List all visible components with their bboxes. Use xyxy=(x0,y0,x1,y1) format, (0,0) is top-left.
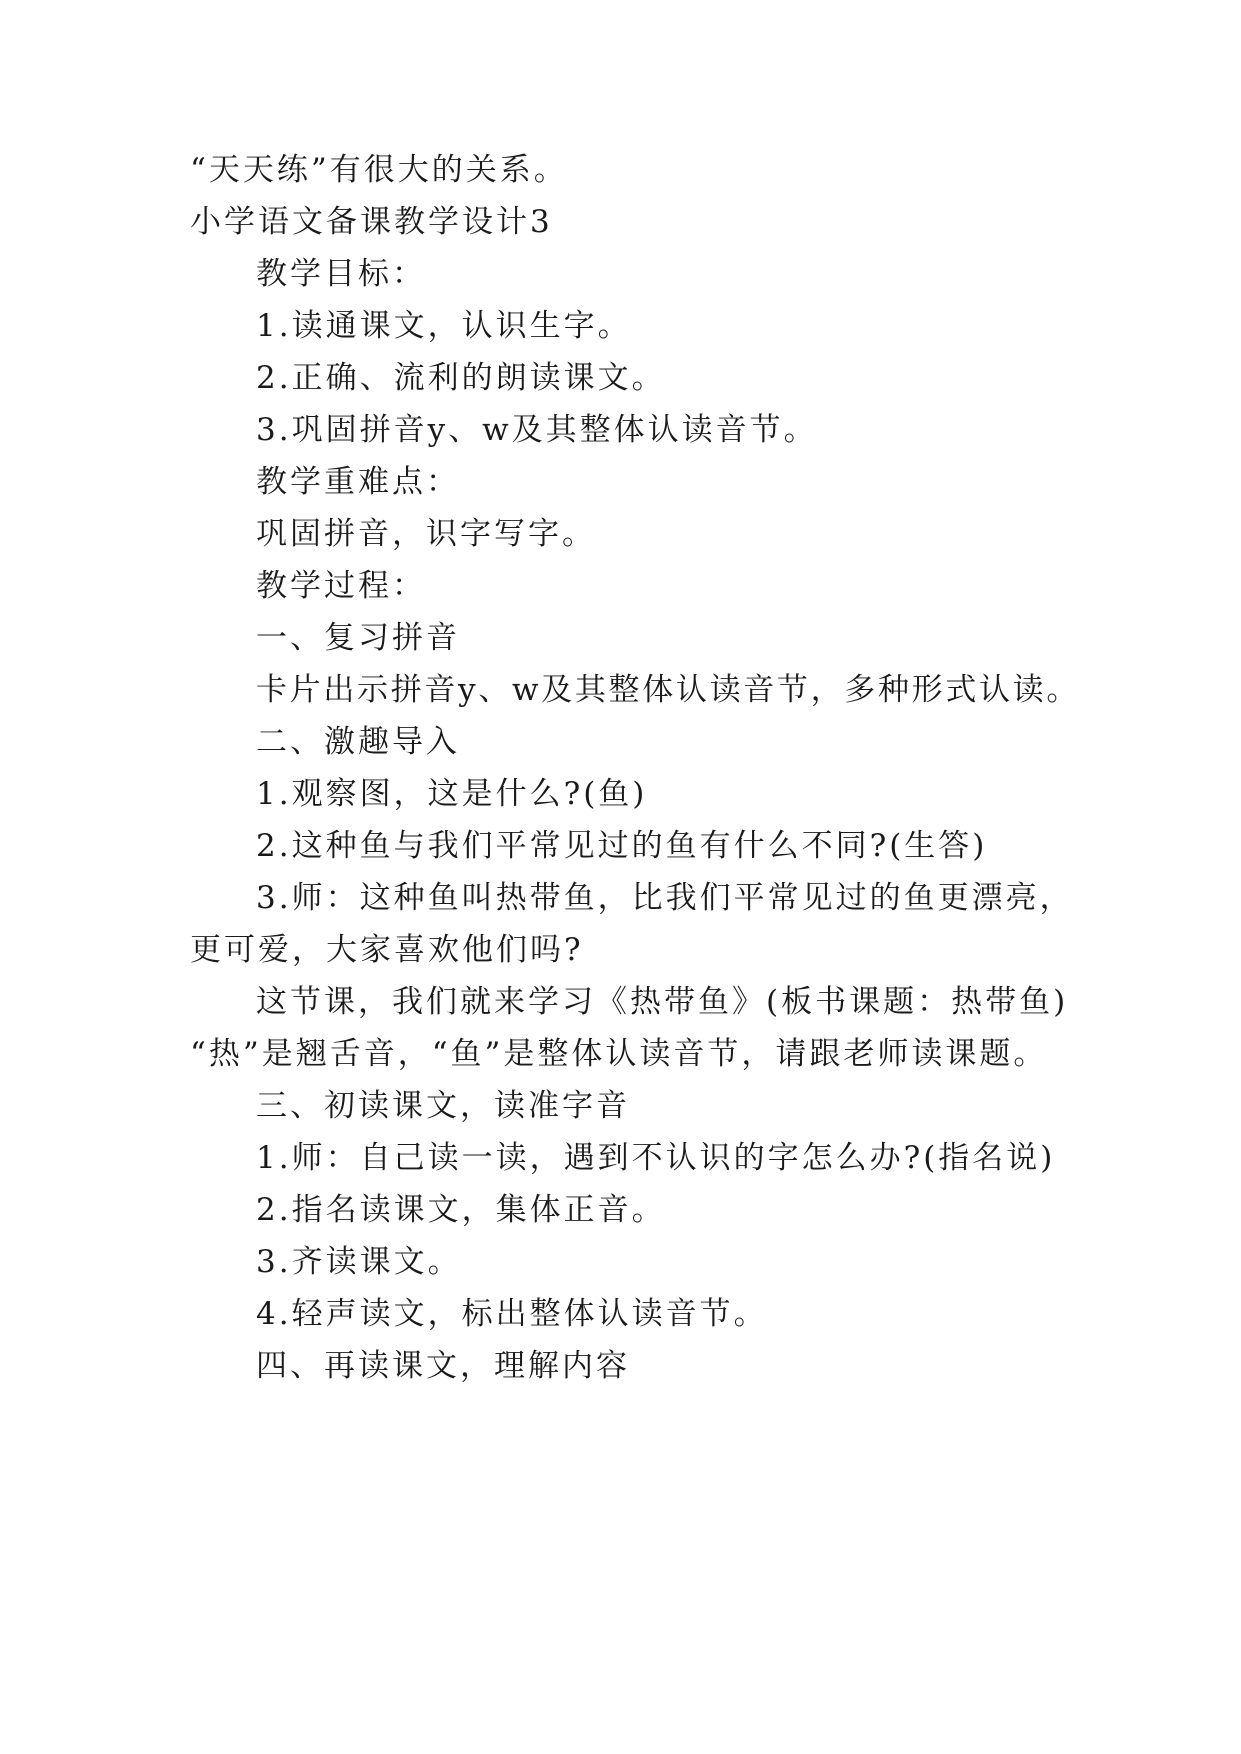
step-3-item-1: 1.师：自己读一读，遇到不认识的字怎么办?(指名说) xyxy=(256,1140,1056,1176)
step-2-item-3-continuation: 更可爱，大家喜欢他们吗? xyxy=(190,932,584,968)
subheading-key-points: 教学重难点： xyxy=(256,464,460,500)
step-heading-4: 四、再读课文，理解内容 xyxy=(256,1348,630,1384)
objective-item-1: 1.读通课文，认识生字。 xyxy=(256,308,632,344)
step-3-item-4: 4.轻声读文，标出整体认读音节。 xyxy=(256,1296,768,1332)
step-2-item-2: 2.这种鱼与我们平常见过的鱼有什么不同?(生答) xyxy=(256,828,988,864)
step-heading-3: 三、初读课文，读准字音 xyxy=(256,1088,630,1124)
step-3-item-2: 2.指名读课文，集体正音。 xyxy=(256,1192,666,1228)
paragraph-line-continuation: “天天练”有很大的关系。 xyxy=(190,152,568,188)
step-3-item-3: 3.齐读课文。 xyxy=(256,1244,462,1280)
lesson-intro-continuation: “热”是翘舌音，“鱼”是整体认读音节，请跟老师读课题。 xyxy=(190,1036,1048,1072)
objective-item-2: 2.正确、流利的朗读课文。 xyxy=(256,360,666,396)
objective-item-3: 3.巩固拼音y、w及其整体认读音节。 xyxy=(256,412,818,448)
lesson-intro-text: 这节课，我们就来学习《热带鱼》(板书课题：热带鱼) xyxy=(256,984,1069,1020)
subheading-objectives: 教学目标： xyxy=(256,256,426,292)
section-heading: 小学语文备课教学设计3 xyxy=(190,204,553,240)
step-heading-2: 二、激趣导入 xyxy=(256,724,460,760)
key-points-text: 巩固拼音，识字写字。 xyxy=(256,516,596,552)
subheading-process: 教学过程： xyxy=(256,568,426,604)
step-1-text: 卡片出示拼音y、w及其整体认读音节，多种形式认读。 xyxy=(256,672,1081,708)
step-heading-1: 一、复习拼音 xyxy=(256,620,460,656)
step-2-item-3: 3.师：这种鱼叫热带鱼，比我们平常见过的鱼更漂亮， xyxy=(256,880,1074,916)
step-2-item-1: 1.观察图，这是什么?(鱼) xyxy=(256,776,648,812)
